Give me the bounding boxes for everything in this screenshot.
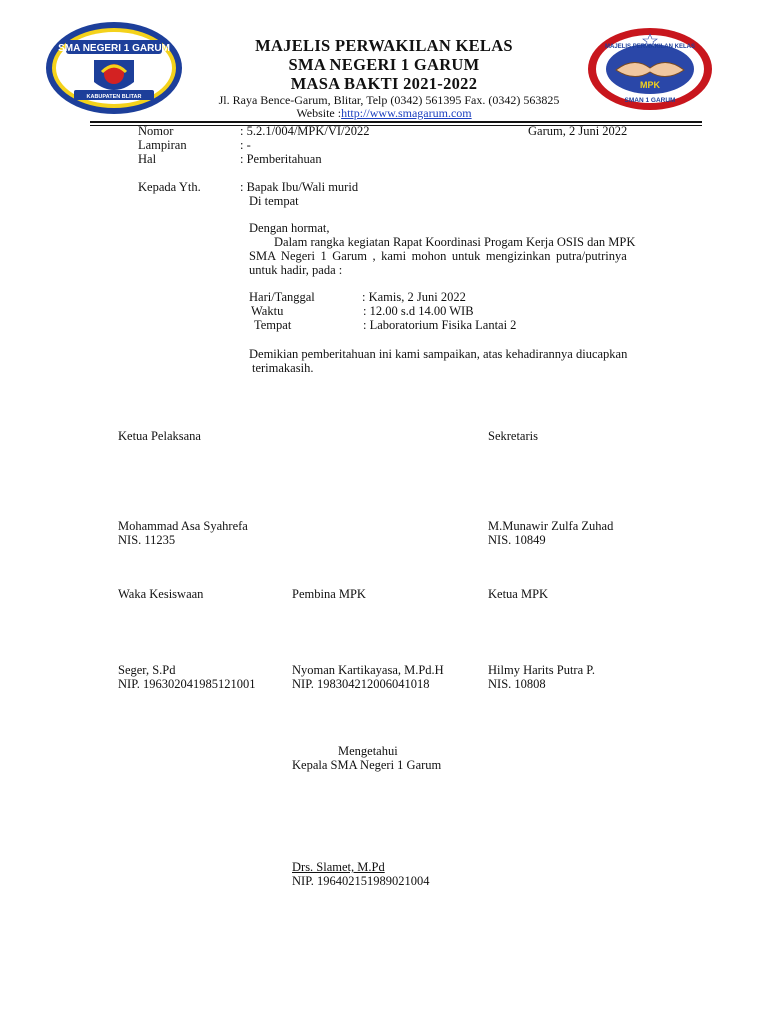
- logo-left-text-top: SMA NEGERI 1 GARUM: [58, 43, 170, 54]
- hal-label: Hal: [138, 152, 157, 166]
- waka-kesiswaan-role: Waka Kesiswaan: [118, 587, 204, 601]
- pembina-mpk-id: NIP. 198304212006041018: [292, 677, 430, 691]
- body-paragraph-line1: Dalam rangka kegiatan Rapat Koordinasi Progam Kerja OSIS dan MPK: [274, 235, 636, 249]
- logo-right-text-center: MPK: [640, 80, 660, 90]
- closing-line1: Demikian pemberitahuan ini kami sampaikan, atas kehadirannya diucapkan: [249, 347, 628, 361]
- letterhead-address: Jl. Raya Bence-Garum, Blitar, Telp (0342) 561395 Fax. (0342) 563825: [218, 93, 560, 107]
- recipient-place: Di tempat: [249, 194, 299, 208]
- kepala-sekolah-name: Drs. Slamet, M.Pd: [292, 860, 385, 874]
- mengetahui-label: Mengetahui: [338, 744, 398, 758]
- letter-date: Garum, 2 Juni 2022: [528, 124, 628, 138]
- waka-kesiswaan-name: Seger, S.Pd: [118, 663, 176, 677]
- kepada-label: Kepada Yth.: [138, 180, 201, 194]
- logo-right-text-bottom: SMAN 1 GARUM: [624, 97, 676, 104]
- ketua-pelaksana-id: NIS. 11235: [118, 533, 176, 547]
- ketua-mpk-name: Hilmy Harits Putra P.: [488, 663, 595, 677]
- waktu-value: : 12.00 s.d 14.00 WIB: [363, 304, 474, 318]
- ketua-pelaksana-role: Ketua Pelaksana: [118, 429, 201, 443]
- sekretaris-role: Sekretaris: [488, 429, 538, 443]
- waka-kesiswaan-id: NIP. 196302041985121001: [118, 677, 256, 691]
- website-link[interactable]: http://www.smagarum.com: [341, 106, 472, 120]
- hari-label: Hari/Tanggal: [249, 290, 315, 304]
- letterhead-title-line1: MAJELIS PERWAKILAN KELAS: [255, 36, 513, 55]
- sekretaris-id: NIS. 10849: [488, 533, 546, 547]
- kepada-value: : Bapak Ibu/Wali murid: [240, 180, 359, 194]
- logo-right-text-top: MAJELIS PERWAKILAN KELAS: [605, 44, 695, 50]
- closing-line2: terimakasih.: [252, 361, 314, 375]
- letterhead-title-line3: MASA BAKTI 2021-2022: [290, 74, 478, 93]
- kepala-sekolah-role: Kepala SMA Negeri 1 Garum: [292, 758, 442, 772]
- tempat-value: : Laboratorium Fisika Lantai 2: [363, 318, 517, 332]
- sekretaris-name: M.Munawir Zulfa Zuhad: [488, 519, 614, 533]
- website-label: Website :: [296, 106, 342, 120]
- kepala-sekolah-id: NIP. 196402151989021004: [292, 874, 430, 888]
- letterhead-title-line2: SMA NEGERI 1 GARUM: [288, 55, 480, 74]
- pembina-mpk-name: Nyoman Kartikayasa, M.Pd.H: [292, 663, 444, 677]
- letterhead-website: [0, 106, 768, 121]
- ketua-pelaksana-name: Mohammad Asa Syahrefa: [118, 519, 248, 533]
- greeting: Dengan hormat,: [249, 221, 330, 235]
- nomor-label: Nomor: [138, 124, 174, 138]
- nomor-value: : 5.2.1/004/MPK/VI/2022: [240, 124, 370, 138]
- tempat-label: Tempat: [254, 318, 292, 332]
- body-paragraph-line3: untuk hadir, pada :: [249, 263, 343, 277]
- waktu-label: Waktu: [251, 304, 284, 318]
- lampiran-label: Lampiran: [138, 138, 187, 152]
- body-paragraph-line2: SMA Negeri 1 Garum , kami mohon untuk mengizinkan putra/putrinya: [249, 249, 627, 263]
- pembina-mpk-role: Pembina MPK: [292, 587, 366, 601]
- logo-left-text-bottom: KABUPATEN BLITAR: [86, 94, 142, 100]
- ketua-mpk-id: NIS. 10808: [488, 677, 546, 691]
- hari-value: : Kamis, 2 Juni 2022: [362, 290, 466, 304]
- hal-value: : Pemberitahuan: [240, 152, 322, 166]
- ketua-mpk-role: Ketua MPK: [488, 587, 549, 601]
- letterhead-divider-thick: [90, 121, 702, 123]
- lampiran-value: : -: [240, 138, 251, 152]
